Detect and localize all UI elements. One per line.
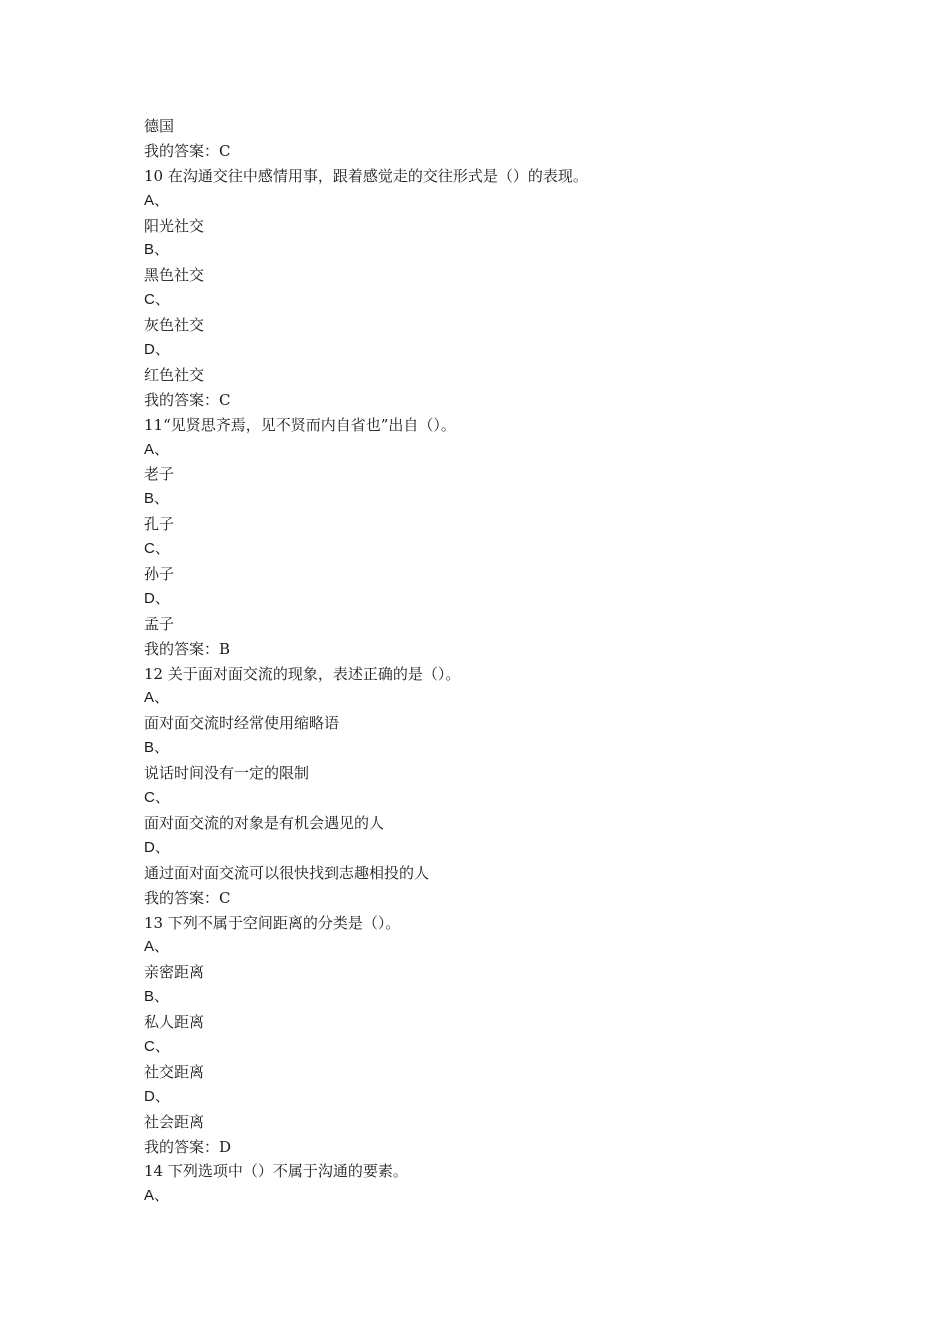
- question-line: 14 下列选项中（）不属于沟通的要素。: [144, 1162, 408, 1181]
- option-text-line: 亲密距离: [144, 963, 205, 982]
- option-text-line: 孙子: [144, 565, 175, 584]
- my-answer-line: 我的答案：C: [144, 390, 231, 409]
- option-letter-line: C、: [144, 1037, 170, 1055]
- option-letter-line: B、: [144, 490, 170, 508]
- option-letter-line: D、: [144, 1087, 170, 1105]
- document-body: [144, 114, 844, 1209]
- option-letter-line: A、: [144, 938, 170, 956]
- option-text-line: 红色社交: [144, 365, 205, 384]
- option-letter-line: A、: [144, 191, 170, 209]
- option-letter-line: C、: [144, 291, 170, 309]
- question-line: 11“见贤思齐焉，见不贤而内自省也”出自（）。: [144, 415, 456, 434]
- option-text-line: 老子: [144, 465, 175, 484]
- option-text-line: 孔子: [144, 515, 175, 534]
- question-line: 13 下列不属于空间距离的分类是（）。: [144, 913, 401, 932]
- option-letter-line: A、: [144, 689, 170, 707]
- my-answer-line: 我的答案：C: [144, 888, 231, 907]
- option-letter-line: B、: [144, 739, 170, 757]
- option-text-line: 面对面交流的对象是有机会遇见的人: [144, 813, 385, 832]
- option-text-line: 私人距离: [144, 1013, 205, 1032]
- option-letter-line: B、: [144, 241, 170, 259]
- option-text-line: 孟子: [144, 614, 175, 633]
- my-answer-line: 我的答案：B: [144, 639, 231, 658]
- option-text-line: 社会距离: [144, 1112, 205, 1131]
- option-letter-line: D、: [144, 341, 170, 359]
- option-letter-line: D、: [144, 838, 170, 856]
- option-text-line: 黑色社交: [144, 266, 205, 285]
- option-letter-line: C、: [144, 789, 170, 807]
- my-answer-line: 我的答案：C: [144, 141, 231, 160]
- option-text-line: 说话时间没有一定的限制: [144, 764, 310, 783]
- option-text-line: 德国: [144, 117, 175, 135]
- option-text-line: 面对面交流时经常使用缩略语: [144, 714, 340, 733]
- option-letter-line: D、: [144, 589, 170, 607]
- my-answer-line: 我的答案：D: [144, 1137, 232, 1156]
- option-letter-line: A、: [144, 440, 170, 458]
- option-text-line: 灰色社交: [144, 316, 205, 335]
- question-line: 12 关于面对面交流的现象，表述正确的是（）。: [144, 664, 461, 683]
- option-letter-line: A、: [144, 1187, 170, 1205]
- option-letter-line: C、: [144, 540, 170, 558]
- option-text-line: 通过面对面交流可以很快找到志趣相投的人: [144, 863, 430, 882]
- option-letter-line: B、: [144, 988, 170, 1006]
- question-line: 10 在沟通交往中感情用事，跟着感觉走的交往形式是（）的表现。: [144, 166, 588, 185]
- option-text-line: 阳光社交: [144, 216, 205, 235]
- option-text-line: 社交距离: [144, 1062, 205, 1081]
